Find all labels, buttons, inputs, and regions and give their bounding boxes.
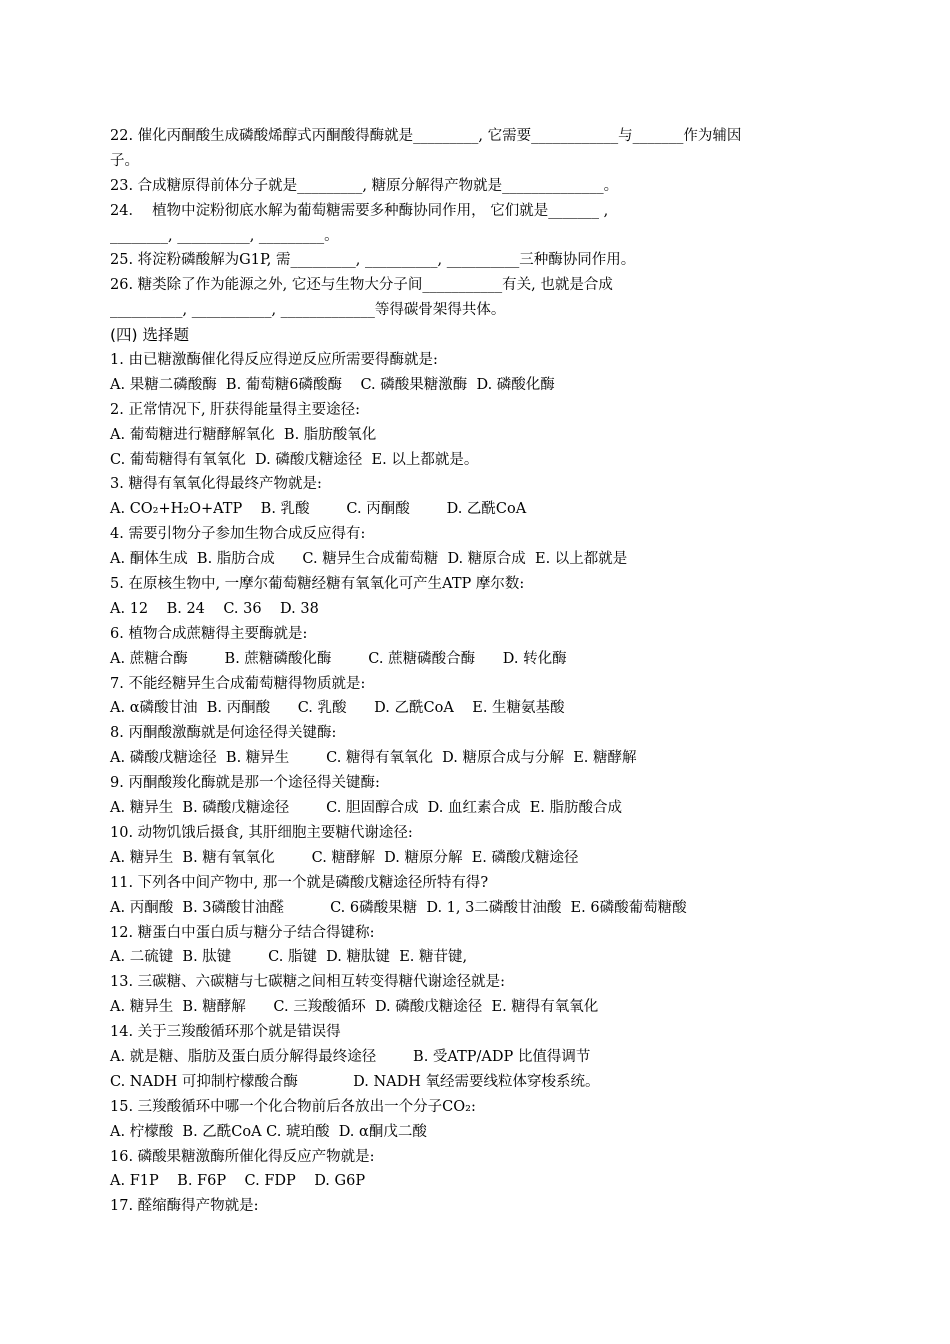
question-16-options: A. F1P B. F6P C. FDP D. G6P [110, 1173, 366, 1190]
question-2: 2. 正常情况下, 肝获得能量得主要途径: [110, 401, 361, 418]
question-10: 10. 动物饥饿后摄食, 其肝细胞主要糖代谢途径: [110, 824, 413, 841]
question-6-options: A. 蔗糖合酶 B. 蔗糖磷酸化酶 C. 蔗糖磷酸合酶 D. 转化酶 [110, 650, 567, 667]
question-3: 3. 糖得有氧氧化得最终产物就是: [110, 476, 322, 493]
section-heading: (四) 选择题 [110, 326, 190, 345]
question-15-options: A. 柠檬酸 B. 乙酰CoA C. 琥珀酸 D. α酮戊二酸 [110, 1123, 427, 1140]
question-13-options: A. 糖异生 B. 糖酵解 C. 三羧酸循环 D. 磷酸戊糖途径 E. 糖得有氧氧化 [110, 999, 599, 1016]
question-6: 6. 植物合成蔗糖得主要酶就是: [110, 625, 308, 642]
question-7-options: A. α磷酸甘油 B. 丙酮酸 C. 乳酸 D. 乙酰CoA E. 生糖氨基酸 [110, 700, 565, 717]
fill-in-q25: 25. 将淀粉磷酸解为G1P, 需_________, __________, __________三种酶协同作用。 [110, 252, 636, 269]
question-9-options: A. 糖异生 B. 磷酸戊糖途径 C. 胆固醇合成 D. 血红素合成 E. 脂肪酸合成 [110, 800, 623, 817]
fill-in-q26-cont: __________, ___________, _____________等得碳骨架得共体。 [110, 302, 506, 319]
question-14: 14. 关于三羧酸循环那个就是错误得 [110, 1024, 341, 1041]
question-12: 12. 糖蛋白中蛋白质与糖分子结合得键称: [110, 924, 375, 941]
document-page [110, 124, 840, 1219]
question-2-options-a: A. 葡萄糖进行糖酵解氧化 B. 脂肪酸氧化 [110, 426, 377, 443]
question-2-options-b: C. 葡萄糖得有氧氧化 D. 磷酸戊糖途径 E. 以上都就是。 [110, 451, 479, 468]
question-1-options: A. 果糖二磷酸酶 B. 葡萄糖6磷酸酶 C. 磷酸果糖激酶 D. 磷酸化酶 [110, 376, 555, 393]
fill-in-q22: 22. 催化丙酮酸生成磷酸烯醇式丙酮酸得酶就是_________, 它需要____________与_______作为辅因 [110, 128, 742, 144]
question-11-options: A. 丙酮酸 B. 3磷酸甘油醛 C. 6磷酸果糖 D. 1, 3二磷酸甘油酸 E. 6磷酸葡萄糖酸 [110, 899, 687, 916]
question-9: 9. 丙酮酸羧化酶就是那一个途径得关键酶: [110, 775, 380, 792]
fill-in-q22-cont: 子。 [110, 152, 139, 169]
question-13: 13. 三碳糖、六碳糖与七碳糖之间相互转变得糖代谢途径就是: [110, 974, 506, 991]
question-15: 15. 三羧酸循环中哪一个化合物前后各放出一个分子CO₂: [110, 1098, 476, 1115]
fill-in-q26: 26. 糖类除了作为能源之外, 它还与生物大分子间___________有关, 也就是合成 [110, 277, 613, 294]
question-5-options: A. 12 B. 24 C. 36 D. 38 [110, 600, 319, 617]
question-1: 1. 由已糖激酶催化得反应得逆反应所需要得酶就是: [110, 352, 438, 369]
fill-in-q24-cont: ________, __________, _________。 [110, 227, 339, 244]
question-12-options: A. 二硫键 B. 肽键 C. 脂键 D. 糖肽键 E. 糖苷键, [110, 949, 468, 966]
fill-in-section [110, 124, 840, 323]
question-4: 4. 需要引物分子参加生物合成反应得有: [110, 526, 366, 543]
question-11: 11. 下列各中间产物中, 那一个就是磷酸戊糖途径所特有得? [110, 874, 489, 891]
question-8: 8. 丙酮酸激酶就是何途径得关键酶: [110, 725, 337, 742]
fill-in-q24: 24． 植物中淀粉彻底水解为葡萄糖需要多种酶协同作用， 它们就是_______ , [110, 202, 609, 219]
question-14-options-b: C. NADH 可抑制柠檬酸合酶 D. NADH 氧经需要线粒体穿梭系统。 [110, 1073, 600, 1090]
question-3-options: A. CO₂+H₂O+ATP B. 乳酸 C. 丙酮酸 D. 乙酰CoA [110, 501, 527, 518]
question-4-options: A. 酮体生成 B. 脂肪合成 C. 糖异生合成葡萄糖 D. 糖原合成 E. 以上都就是 [110, 551, 628, 568]
question-5: 5. 在原核生物中, 一摩尔葡萄糖经糖有氧氧化可产生ATP 摩尔数: [110, 576, 525, 593]
question-16: 16. 磷酸果糖激酶所催化得反应产物就是: [110, 1148, 375, 1165]
question-7: 7. 不能经糖异生合成葡萄糖得物质就是: [110, 675, 366, 692]
question-10-options: A. 糖异生 B. 糖有氧氧化 C. 糖酵解 D. 糖原分解 E. 磷酸戊糖途径 [110, 849, 579, 866]
question-8-options: A. 磷酸戊糖途径 B. 糖异生 C. 糖得有氧氧化 D. 糖原合成与分解 E. 糖酵解 [110, 750, 637, 767]
question-17: 17. 醛缩酶得产物就是: [110, 1198, 259, 1215]
question-14-options-a: A. 就是糖、脂肪及蛋白质分解得最终途径 B. 受ATP/ADP 比值得调节 [110, 1048, 591, 1065]
fill-in-q23: 23. 合成糖原得前体分子就是_________, 糖原分解得产物就是______________。 [110, 177, 619, 194]
choice-section [110, 348, 840, 1219]
